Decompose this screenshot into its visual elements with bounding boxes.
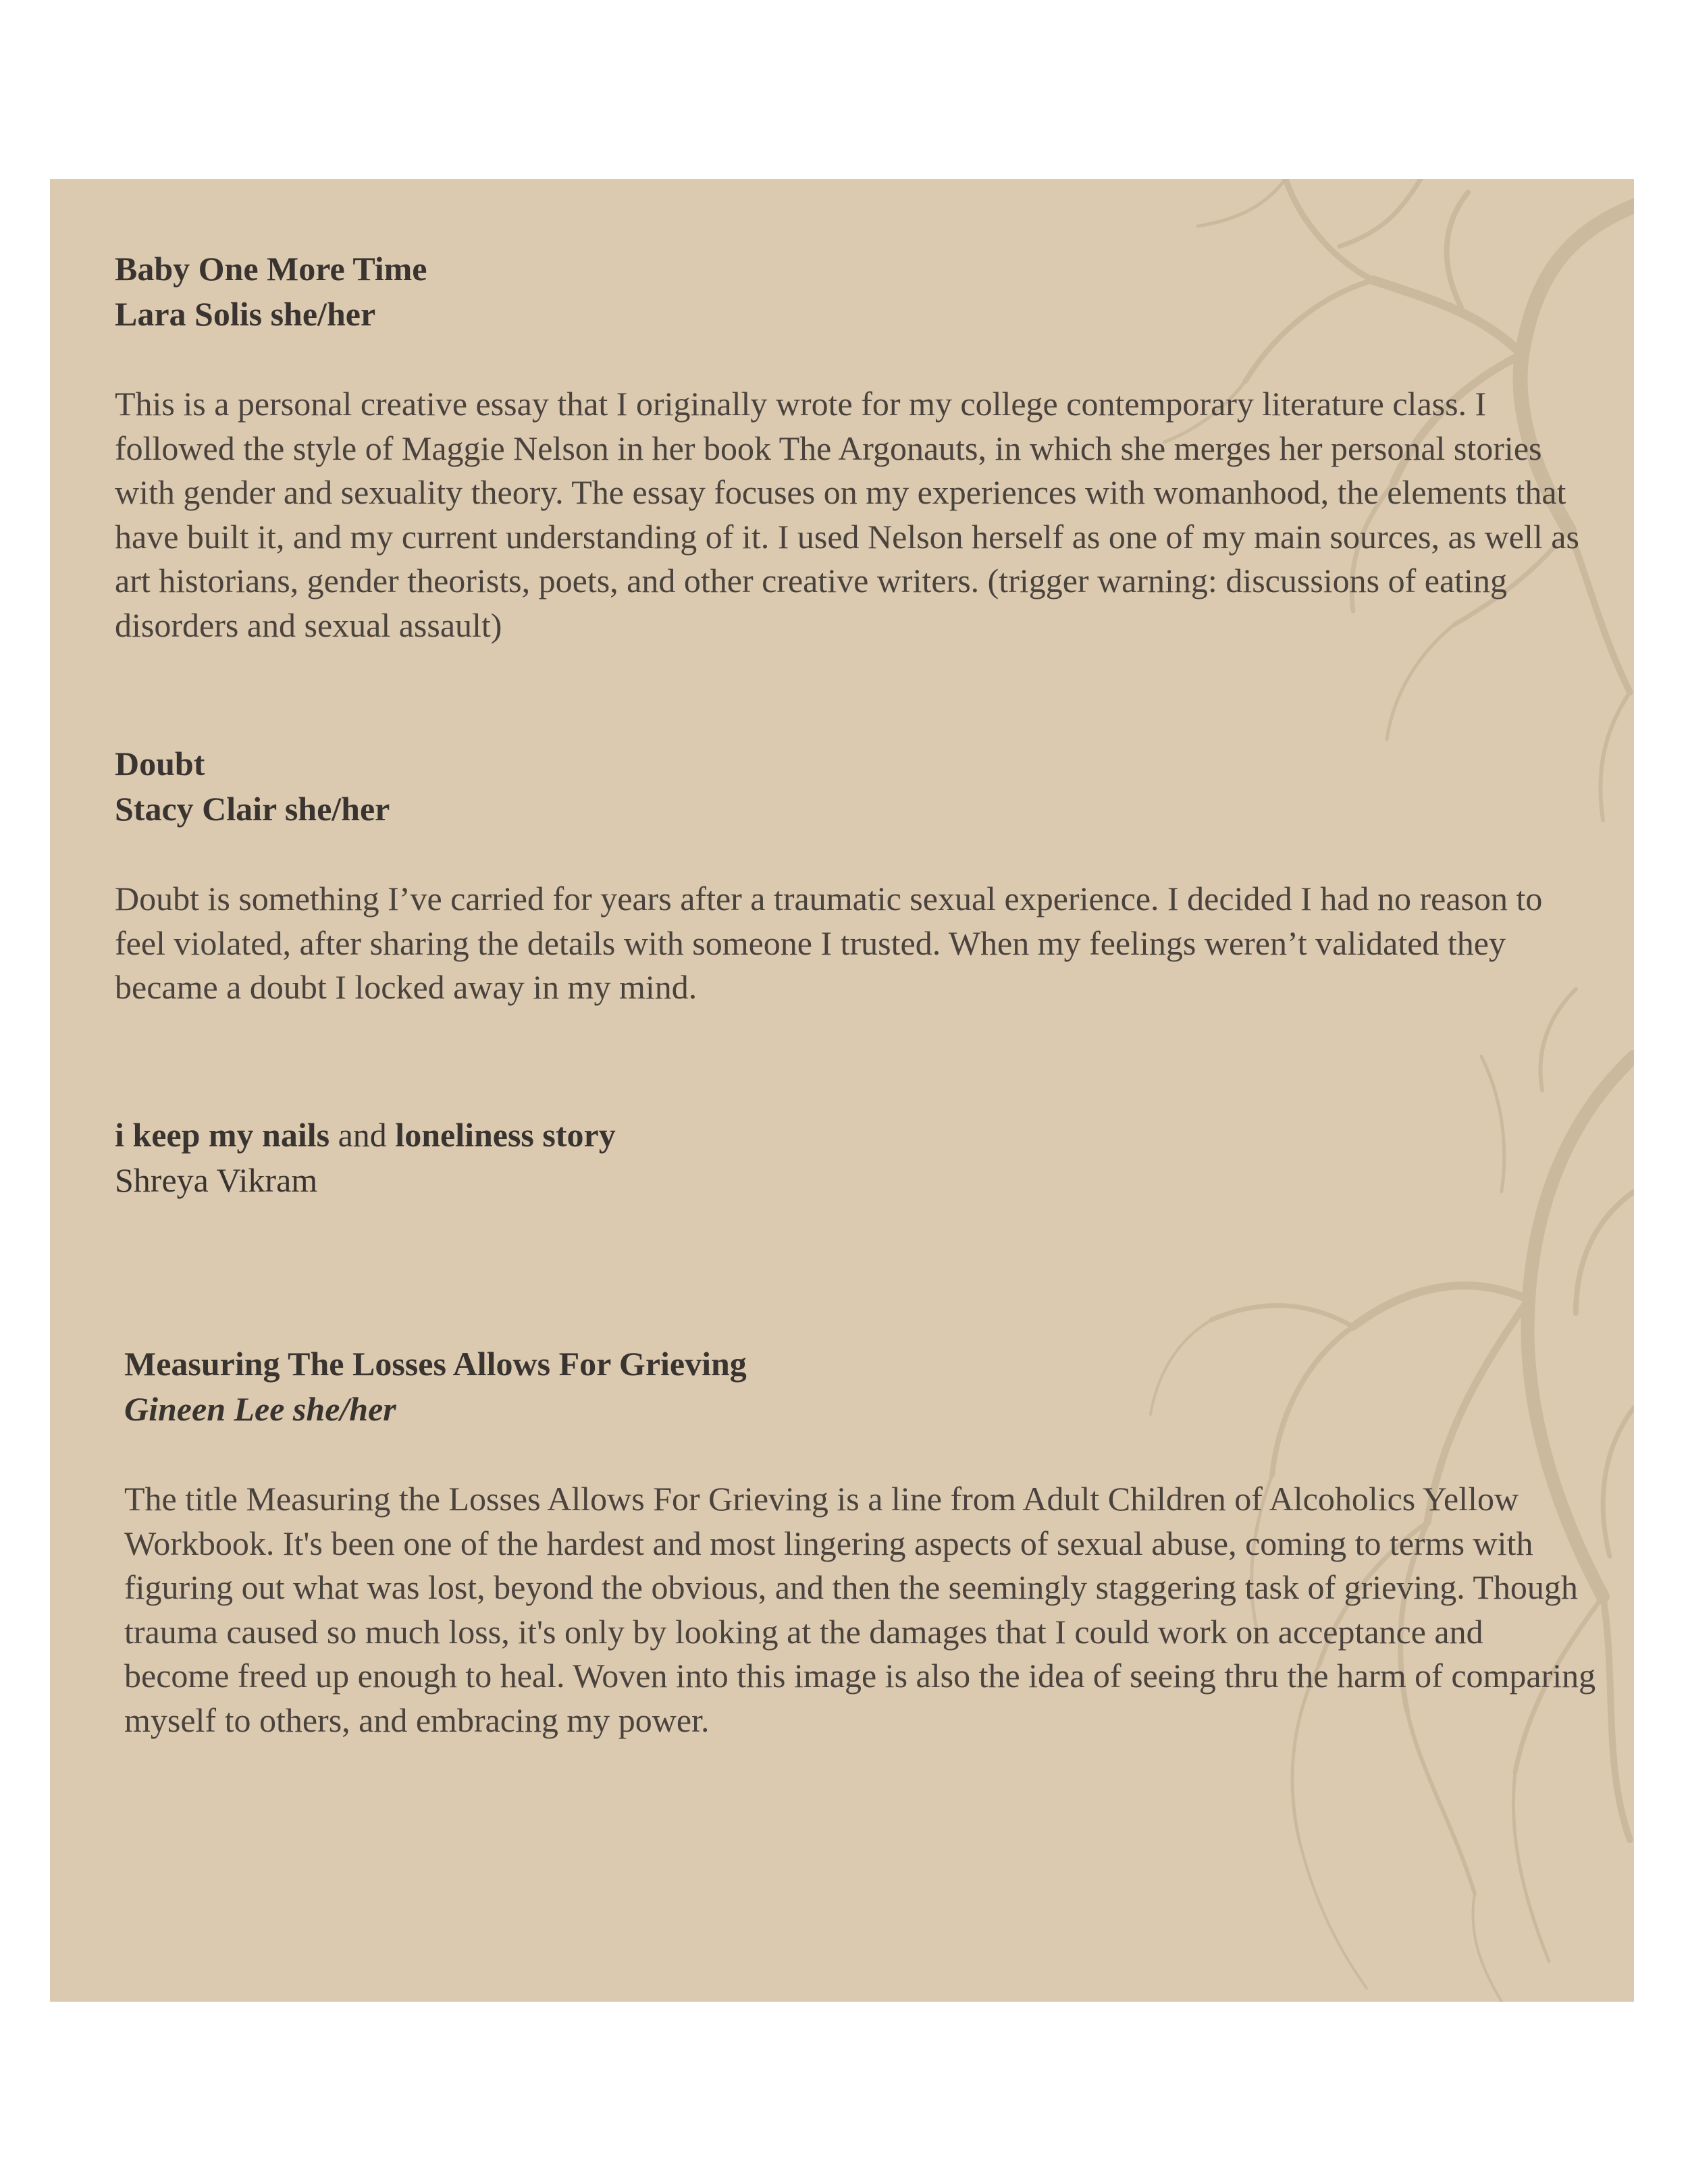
entry-title: Measuring The Losses Allows For Grieving bbox=[124, 1345, 747, 1383]
entry-title: Doubt bbox=[115, 745, 205, 782]
entry-author: Stacy Clair she/her bbox=[115, 790, 390, 828]
entry-title bbox=[115, 1113, 1587, 1158]
entry-doubt bbox=[115, 741, 1587, 1010]
entry-description: This is a personal creative essay that I originally wrote for my college contemporary literature class. I followed the style of Maggie Nelson in her book The Argonauts, in which she merges her personal stories with gender and sexuality theory. The essay focuses on my experiences with womanhood, the elements that have built it, and my current understanding of it. I used Nelson herself as one of my main sources, as well as art historians, gender theorists, poets, and other creative writers. (trigger warning: discussions of eating disorders and sexual assault) bbox=[115, 385, 1579, 644]
entry-measuring-the-losses bbox=[124, 1341, 1596, 1742]
entry-baby-one-more-time bbox=[115, 246, 1587, 647]
content-panel bbox=[50, 179, 1634, 2002]
entry-i-keep-my-nails bbox=[115, 1113, 1587, 1203]
entry-title-part1: i keep my nails bbox=[115, 1116, 330, 1154]
entry-title-part2: loneliness story bbox=[395, 1116, 616, 1154]
entry-description: The title Measuring the Losses Allows For Grieving is a line from Adult Children of Alcoholics Yellow Workbook. It's been one of the hardest and most lingering aspects of sexual abuse, coming to terms with figuring out what was lost, beyond the obvious, and then the seemingly staggering task of grieving. Though trauma caused so much loss, it's only by looking at the damages that I could work on acceptance and become freed up enough to heal. Woven into this image is also the idea of seeing thru the harm of comparing myself to others, and embracing my power. bbox=[124, 1480, 1596, 1739]
entry-author: Gineen Lee she/her bbox=[124, 1390, 396, 1428]
entry-description: Doubt is something I’ve carried for years after a traumatic sexual experience. I decided I had no reason to feel violated, after sharing the details with someone I trusted. When my feelings weren’t validated they became a doubt I locked away in my mind. bbox=[115, 880, 1543, 1006]
entry-author: Lara Solis she/her bbox=[115, 295, 376, 333]
entry-title: Baby One More Time bbox=[115, 250, 427, 288]
entry-author: Shreya Vikram bbox=[115, 1161, 318, 1199]
entry-title-joiner: and bbox=[338, 1116, 387, 1154]
